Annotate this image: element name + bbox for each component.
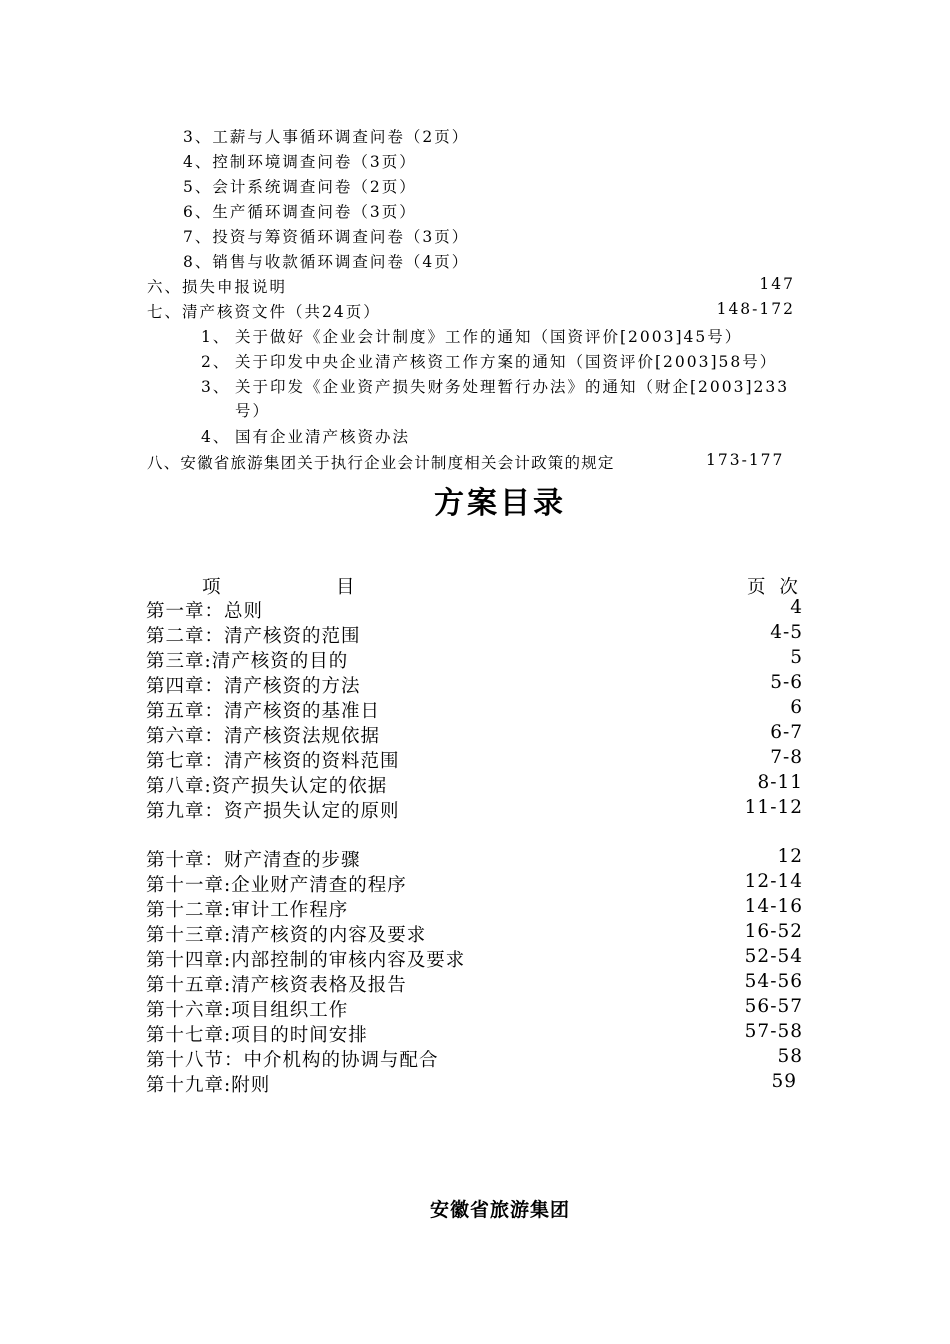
section-seven-label: 七、清产核资文件（共24页） (147, 303, 381, 321)
toc-entry-label: 第十八节：中介机构的协调与配合 (146, 1050, 439, 1071)
toc-entry-label: 第十章：财产清查的步骤 (146, 850, 361, 871)
toc-entry-page: 52-54 (744, 946, 803, 967)
section-six-page: 147 (759, 275, 795, 293)
list-item: 4、控制环境调查问卷（3页） (183, 153, 417, 171)
toc-entry-label: 第五章：清产核资的基准日 (146, 701, 381, 722)
toc-entry-label: 第十四章:内部控制的审核内容及要求 (146, 950, 466, 971)
toc-entry-page: 58 (777, 1046, 803, 1067)
toc-entry-page: 4 (790, 597, 803, 618)
section-seven-item: 关于印发中央企业清产核资工作方案的通知（国资评价[2003]58号） (235, 353, 778, 371)
toc-entry-label: 第三章:清产核资的目的 (146, 651, 349, 672)
toc-entry-page: 6-7 (770, 722, 803, 743)
toc-entry-page: 7-8 (770, 747, 803, 768)
toc-entry-label: 第十一章:企业财产清查的程序 (146, 875, 407, 896)
toc-entry-page: 59 (771, 1071, 797, 1092)
list-item: 6、生产循环调查问卷（3页） (183, 203, 417, 221)
section-seven-item-number: 1、 (201, 328, 231, 346)
list-item: 5、会计系统调查问卷（2页） (183, 178, 417, 196)
toc-entry-label: 第十九章:附则 (146, 1075, 271, 1096)
section-seven-item-number: 4、 (201, 428, 231, 446)
toc-entry-page: 54-56 (744, 971, 803, 992)
list-item: 8、销售与收款循环调查问卷（4页） (183, 253, 470, 271)
toc-entry-page: 8-11 (757, 772, 803, 793)
toc-entry-label: 第七章：清产核资的资料范围 (146, 751, 400, 772)
toc-entry-page: 12 (777, 846, 803, 867)
toc-entry-label: 第十三章:清产核资的内容及要求 (146, 925, 427, 946)
toc-entry-label: 第十六章:项目组织工作 (146, 1000, 349, 1021)
toc-entry-label: 第一章：总则 (146, 601, 264, 622)
list-item: 7、投资与筹资循环调查问卷（3页） (183, 228, 470, 246)
toc-entry-label: 第八章:资产损失认定的依据 (146, 776, 388, 797)
toc-entry-label: 第十七章:项目的时间安排 (146, 1025, 368, 1046)
toc-entry-page: 11-12 (744, 797, 803, 818)
toc-entry-page: 5 (790, 647, 803, 668)
section-seven-item: 关于做好《企业会计制度》工作的通知（国资评价[2003]45号） (235, 328, 743, 346)
toc-entry-page: 5-6 (770, 672, 803, 693)
section-seven-item-number: 3、 (201, 378, 231, 396)
toc-entry-page: 12-14 (744, 871, 803, 892)
toc-entry-label: 第六章：清产核资法规依据 (146, 726, 381, 747)
toc-entry-page: 14-16 (744, 896, 803, 917)
toc-entry-page: 6 (790, 697, 803, 718)
section-eight-page: 173-177 (706, 451, 785, 469)
section-eight-label: 八、安徽省旅游集团关于执行企业会计制度相关会计政策的规定 (147, 454, 615, 472)
toc-entry-label: 第十五章:清产核资表格及报告 (146, 975, 407, 996)
toc-entry-label: 第四章：清产核资的方法 (146, 676, 361, 697)
toc-header-page: 页 次 (747, 577, 802, 598)
organization-name: 安徽省旅游集团 (429, 1199, 570, 1221)
section-seven-page: 148-172 (716, 300, 795, 318)
toc-entry-page: 16-52 (744, 921, 803, 942)
section-seven-item-continuation: 号） (235, 402, 271, 420)
section-seven-item: 关于印发《企业资产损失财务处理暂行办法》的通知（财企[2003]233 (235, 378, 790, 396)
section-six-label: 六、损失申报说明 (147, 278, 288, 296)
list-item: 3、工薪与人事循环调查问卷（2页） (183, 128, 470, 146)
toc-entry-page: 56-57 (744, 996, 803, 1017)
toc-entry-page: 57-58 (744, 1021, 803, 1042)
toc-entry-label: 第二章：清产核资的范围 (146, 626, 361, 647)
toc-header-subject: 目 (336, 577, 356, 598)
toc-header-item: 项 (202, 577, 222, 598)
page-title: 方案目录 (434, 486, 566, 521)
section-seven-item: 国有企业清产核资办法 (235, 428, 411, 446)
toc-entry-page: 4-5 (770, 622, 803, 643)
toc-entry-label: 第十二章:审计工作程序 (146, 900, 349, 921)
section-seven-item-number: 2、 (201, 353, 231, 371)
toc-entry-label: 第九章：资产损失认定的原则 (146, 801, 400, 822)
